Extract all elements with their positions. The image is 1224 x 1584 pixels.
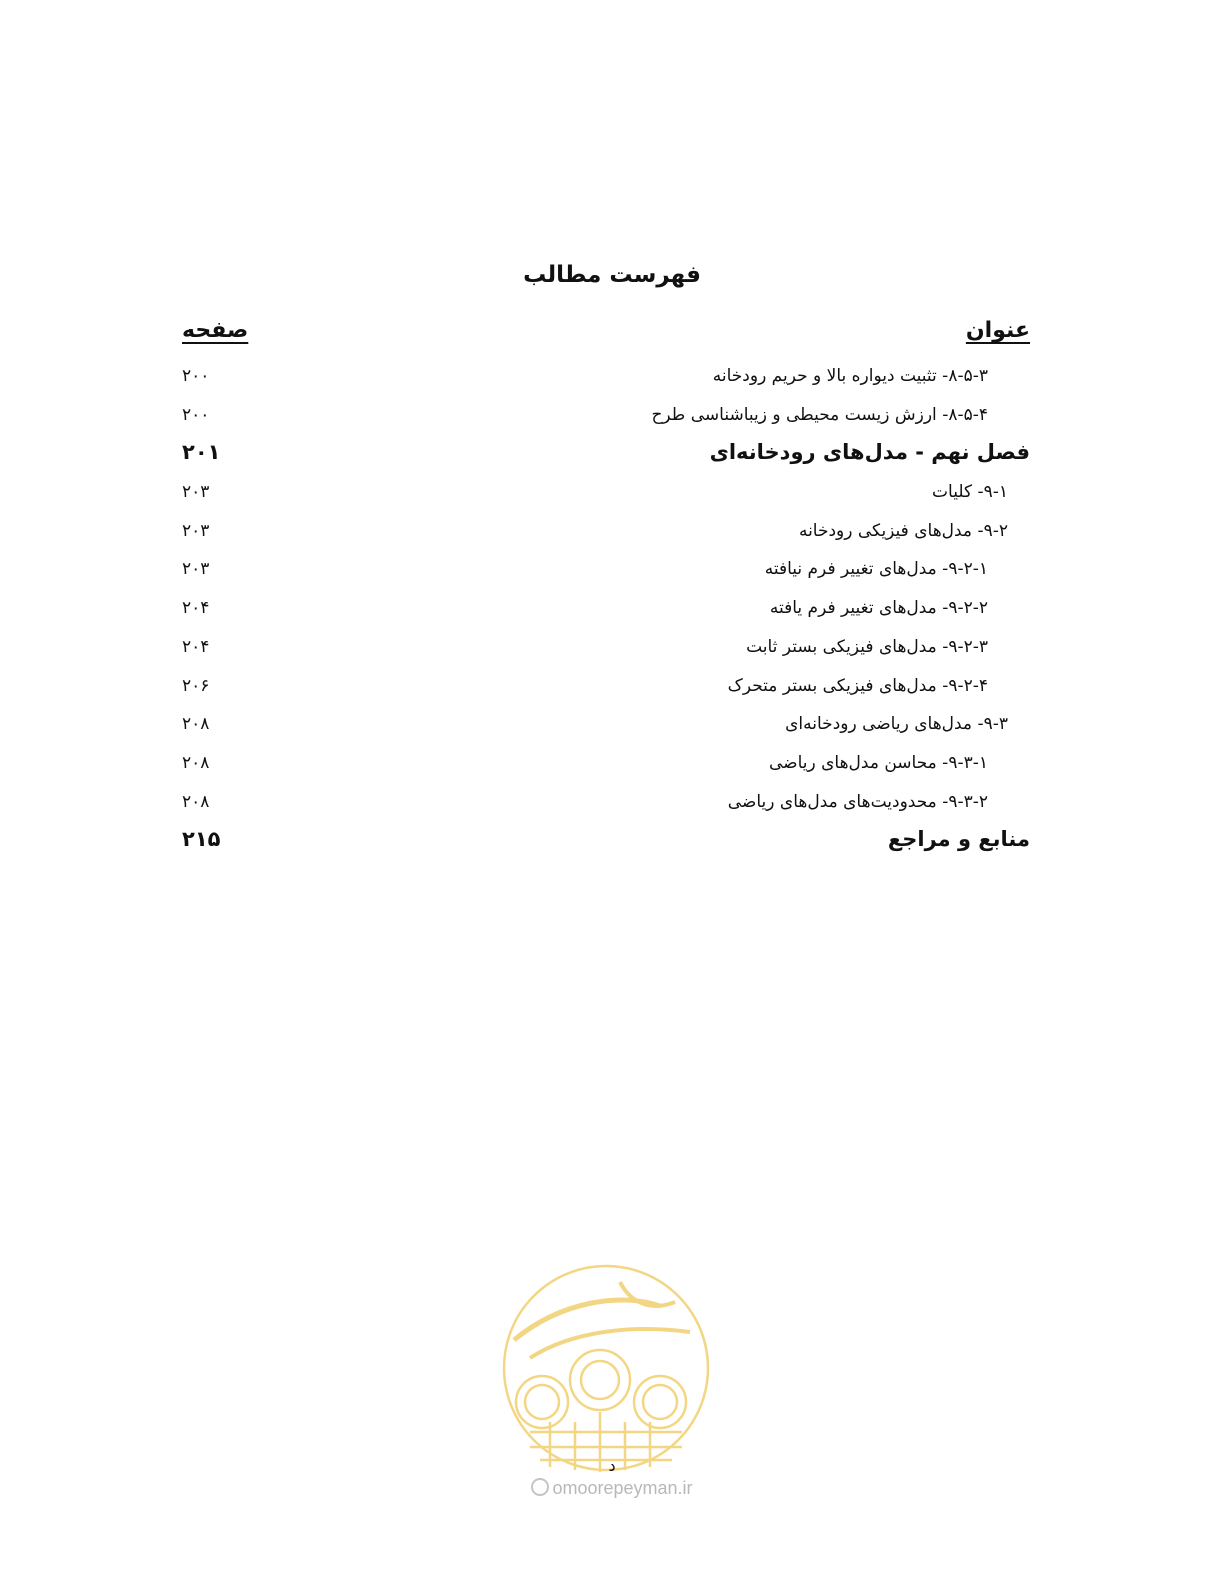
toc-entry-title: ۹-۱- کلیات bbox=[932, 482, 1008, 503]
watermark-logo bbox=[500, 1262, 712, 1474]
toc-entry-page: ۲۰۱ bbox=[182, 440, 221, 465]
toc-entry-page: ۲۰۴ bbox=[182, 598, 210, 619]
toc-entry-page: ۲۰۳ bbox=[182, 482, 210, 503]
watermark-url bbox=[0, 1478, 1224, 1499]
watermark-url-text: omoorepeyman.ir bbox=[552, 1478, 693, 1498]
toc-entry[interactable] bbox=[182, 476, 1030, 515]
page-number: د bbox=[608, 1456, 616, 1475]
toc-entry[interactable] bbox=[182, 553, 1030, 592]
toc-entry-title: ۹-۲-۱- مدل‌های تغییر فرم نیافته bbox=[764, 559, 988, 580]
toc-entry-page: ۲۰۰ bbox=[182, 366, 210, 386]
toc-entry[interactable] bbox=[182, 708, 1030, 747]
toc-entry-title: فصل نهم - مدل‌های رودخانه‌ای bbox=[709, 440, 1030, 465]
toc-entry-page: ۲۰۸ bbox=[182, 714, 210, 735]
title-column-header: عنوان bbox=[965, 318, 1030, 343]
toc-entry[interactable] bbox=[182, 515, 1030, 554]
toc-entry-page: ۲۰۶ bbox=[182, 675, 210, 696]
page-column-header: صفحه bbox=[182, 318, 249, 343]
toc-entry-page: ۲۰۰ bbox=[182, 404, 210, 425]
toc-entry-page: ۲۱۵ bbox=[182, 827, 221, 852]
toc-entry-page: ۲۰۳ bbox=[182, 559, 210, 580]
globe-icon bbox=[531, 1478, 549, 1496]
toc-entry[interactable] bbox=[182, 399, 1030, 438]
toc-entry[interactable] bbox=[182, 786, 1030, 825]
toc-entry-title: ۹-۲-۴- مدل‌های فیزیکی بستر متحرک bbox=[727, 675, 988, 696]
toc-entry-page: ۲۰۸ bbox=[182, 752, 210, 773]
toc-entry[interactable] bbox=[182, 360, 1030, 399]
toc-entry-title: منابع و مراجع bbox=[887, 827, 1030, 852]
toc-entry-title: ۸-۵-۳- تثبیت دیواره بالا و حریم رودخانه bbox=[712, 366, 988, 386]
toc-entry-title: ۹-۲- مدل‌های فیزیکی رودخانه bbox=[798, 520, 1008, 541]
toc-entry[interactable] bbox=[182, 670, 1030, 709]
table-of-contents bbox=[182, 360, 1030, 863]
toc-chapter-entry[interactable] bbox=[182, 437, 1030, 476]
toc-entry-title: ۹-۳-۲- محدودیت‌های مدل‌های ریاضی bbox=[727, 791, 988, 812]
toc-entry[interactable] bbox=[182, 631, 1030, 670]
toc-entry-title: ۹-۳-۱- محاسن مدل‌های ریاضی bbox=[768, 752, 988, 773]
toc-entry-title: ۹-۲-۳- مدل‌های فیزیکی بستر ثابت bbox=[746, 636, 988, 657]
toc-entry-page: ۲۰۴ bbox=[182, 636, 210, 657]
toc-entry-title: ۸-۵-۴- ارزش زیست محیطی و زیباشناسی طرح bbox=[651, 404, 988, 425]
toc-entry[interactable] bbox=[182, 592, 1030, 631]
toc-entry[interactable] bbox=[182, 747, 1030, 786]
toc-entry-page: ۲۰۳ bbox=[182, 520, 210, 541]
toc-entry-title: ۹-۲-۲- مدل‌های تغییر فرم یافته bbox=[769, 598, 988, 619]
toc-entry-page: ۲۰۸ bbox=[182, 791, 210, 812]
toc-header bbox=[182, 318, 1030, 354]
toc-references-entry[interactable] bbox=[182, 824, 1030, 863]
page-title: فهرست مطالب bbox=[523, 262, 701, 288]
toc-entry-title: ۹-۳- مدل‌های ریاضی رودخانه‌ای bbox=[785, 714, 1008, 735]
